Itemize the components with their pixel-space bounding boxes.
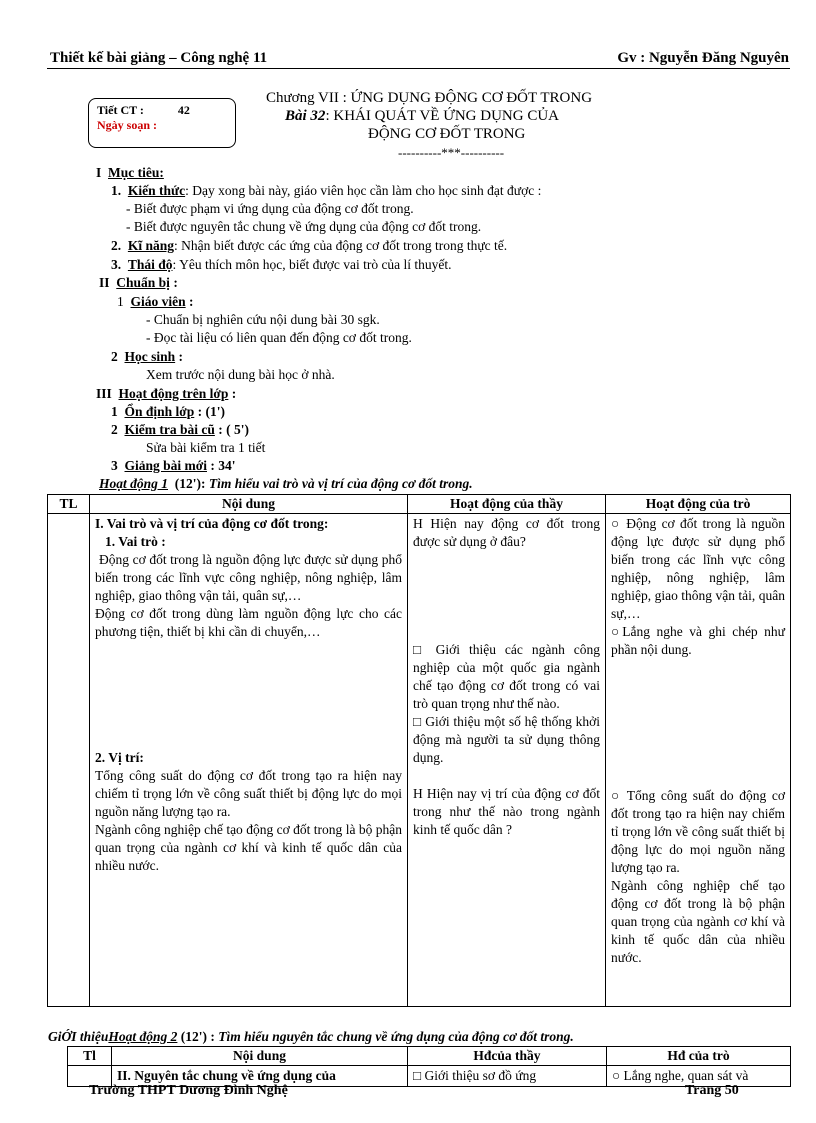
chapter-title: Chương VII : ỨNG DỤNG ĐỘNG CƠ ĐỐT TRONG xyxy=(266,90,593,106)
student-answer-4: Ngành công nghiệp chế tạo động cơ đốt trong là bộ phận quan trọng của ngành cơ khí và kinh tế quốc dân của nhiều nước. xyxy=(611,878,785,965)
old-lesson-check-title: Kiểm tra bài cũ xyxy=(124,422,215,437)
activity-2-time: (12') : xyxy=(180,1029,215,1044)
student-cell: ○ Lắng nghe, quan sát và xyxy=(607,1066,791,1087)
class-setup-line xyxy=(111,403,225,421)
class-setup-text: : (1') xyxy=(197,404,226,419)
skills-num: 2. xyxy=(111,238,122,253)
table-row xyxy=(48,514,791,1007)
knowledge-text: : Dạy xong bài này, giáo viên học cần làm cho học sinh đạt được : xyxy=(185,183,542,198)
activity-2-table xyxy=(67,1046,791,1087)
student-prep-colon: : xyxy=(178,349,184,364)
lesson-title xyxy=(285,107,559,125)
table-header-row xyxy=(48,495,791,514)
student-answer-3: ○ Tổng công suất do động cơ đốt trong tạo ra hiện nay chiếm tỉ trọng lớn về công suất thiết bị động lực do mọi nguồn năng lượng tạo ra. xyxy=(611,788,785,875)
tiet-label: Tiết CT : xyxy=(97,103,144,117)
content-spacer xyxy=(95,641,402,749)
section-3-title: Hoạt động trên lớp xyxy=(118,386,229,401)
content-cell xyxy=(90,514,408,1007)
lesson-number: Bài 32 xyxy=(285,108,326,124)
activity-2-desc: Tìm hiểu nguyên tắc chung về ứng dụng của động cơ đốt trong. xyxy=(218,1029,574,1044)
attitude-text: : Yêu thích môn học, biết được vai trò của lí thuyết. xyxy=(172,257,452,272)
teacher-prep-bullet-1: - Chuẩn bị nghiên cứu nội dung bài 30 sgk. xyxy=(146,312,380,327)
col-header-student: Hđ của trò xyxy=(607,1047,791,1066)
teacher-prep-heading xyxy=(117,293,194,311)
footer-school: Trường THPT Dương Đình Nghệ xyxy=(89,1083,288,1098)
old-lesson-check-sub: Sửa bài kiểm tra 1 tiết xyxy=(146,440,266,455)
content-sub-position: 2. Vị trí: xyxy=(95,750,144,765)
knowledge-bullet-1: - Biết được phạm vi ứng dụng của động cơ đốt trong. xyxy=(126,201,414,216)
lesson-title-text: : KHÁI QUÁT VỀ ỨNG DỤNG CỦA xyxy=(325,108,560,124)
activity-1-label: Hoạt động 1 xyxy=(99,476,169,491)
content-role-para-2: Động cơ đốt trong dùng làm nguồn động lực cho các phương tiện, thiết bị khi cần di chuyển,… xyxy=(95,606,402,639)
content-cell: II. Nguyên tắc chung về ứng dụng của xyxy=(112,1066,408,1087)
section-1-heading xyxy=(96,164,164,182)
table-header-row xyxy=(68,1047,791,1066)
student-prep-title: Học sinh xyxy=(124,349,176,364)
col-header-teacher: Hoạt động của thầy xyxy=(408,495,606,514)
activity-1-time: (12'): xyxy=(174,476,206,491)
col-header-teacher: Hđcủa thầy xyxy=(408,1047,607,1066)
content-position-para-2: Ngành công nghiệp chế tạo động cơ đốt trong là bộ phận quan trọng của ngành cơ khí và kinh tế quốc dân của nhiều nước. xyxy=(95,822,402,873)
section-2-title: Chuẩn bị xyxy=(116,275,170,290)
section-2-num: II xyxy=(99,275,110,290)
student-prep-heading xyxy=(111,348,183,366)
student-answer-1: ○ Động cơ đốt trong là nguồn động lực được sử dụng phổ biến trong các lĩnh vực công nghiệp, nông nghiệp, lâm nghiệp, giao thông vận tải, quân sự,… xyxy=(611,516,785,621)
header-subject: Thiết kế bài giảng – Công nghệ 11 xyxy=(50,50,268,66)
activity-1-desc: Tìm hiểu vai trò và vị trí của động cơ đốt trong. xyxy=(208,476,473,491)
section-2-colon: : xyxy=(173,275,178,290)
content-heading: I. Vai trò và vị trí của động cơ đốt trong: xyxy=(95,516,329,531)
col-header-tl: TL xyxy=(48,495,90,514)
teacher-question-1: H Hiện nay động cơ đốt trong được sử dụng ở đâu? xyxy=(413,516,600,549)
section-3-num: III xyxy=(96,386,112,401)
teacher-cell xyxy=(408,514,606,1007)
teacher-cell: □ Giới thiệu sơ đồ ứng xyxy=(408,1066,607,1087)
skills-text: : Nhận biết được các ứng của động cơ đốt trong trong thực tế. xyxy=(174,238,508,253)
attitude-num: 3. xyxy=(111,257,122,272)
lesson-title-line2: ĐỘNG CƠ ĐỐT TRONG xyxy=(368,126,526,142)
attitude-line xyxy=(111,256,452,274)
new-lesson-line xyxy=(111,457,236,475)
content-position-para-1: Tổng công suất do động cơ đốt trong tạo ra hiện nay chiếm tỉ trọng lớn về công suất thiết bị động lực do mọi nguồn năng lượng tạo ra. xyxy=(95,768,402,819)
activity-2-heading xyxy=(48,1028,574,1046)
header-divider xyxy=(47,68,790,69)
section-1-num: I xyxy=(96,165,102,180)
activity-2-prefix: GiỚI thiệu xyxy=(48,1029,109,1044)
new-lesson-title: Giảng bài mới xyxy=(124,458,207,473)
tl-cell xyxy=(48,514,90,1007)
col-header-tl: Tl xyxy=(68,1047,112,1066)
class-setup-num: 1 xyxy=(111,404,118,419)
activity-2-label: Hoạt động 2 xyxy=(108,1029,178,1044)
title-separator: ----------***---------- xyxy=(398,145,505,160)
activity-1-heading xyxy=(99,475,473,493)
new-lesson-text: : 34' xyxy=(210,458,236,473)
knowledge-num: 1. xyxy=(111,183,122,198)
teacher-prep-num: 1 xyxy=(117,294,124,309)
teacher-question-2: H Hiện nay vị trí của động cơ đốt trong như thế nào trong ngành kinh tế quốc dân ? xyxy=(413,786,600,837)
ngay-soan-label: Ngày soạn : xyxy=(97,118,158,132)
teacher-spacer-1 xyxy=(413,551,600,641)
skills-line xyxy=(111,237,507,255)
lesson-info-box xyxy=(88,98,236,148)
old-lesson-check-text: : ( 5') xyxy=(218,422,249,437)
knowledge-title: Kiến thức xyxy=(127,183,186,198)
teacher-prep-colon: : xyxy=(189,294,194,309)
section-3-colon: : xyxy=(231,386,237,401)
teacher-intro-industry: □ Giới thiệu các ngành công nghiệp của một quốc gia ngành chế tạo động cơ đốt trong có vai trò quan trọng như thế nào. xyxy=(413,642,600,711)
footer-page-number: Trang 50 xyxy=(685,1083,739,1098)
content-role-para-1: Động cơ đốt trong là nguồn động lực được sử dụng phổ biến trong các lĩnh vực công nghiệp, nông nghiệp, lâm nghiệp, giao thông vận tải, quân sự,… xyxy=(95,552,402,603)
teacher-prep-title: Giáo viên xyxy=(130,294,186,309)
col-header-content: Nội dung xyxy=(112,1047,408,1066)
col-header-content: Nội dung xyxy=(90,495,408,514)
content-sub-role: 1. Vai trò : xyxy=(105,534,166,549)
header-teacher: Gv : Nguyễn Đăng Nguyên xyxy=(617,50,789,66)
skills-title: Kĩ năng xyxy=(127,238,175,253)
new-lesson-num: 3 xyxy=(111,458,118,473)
col-header-student: Hoạt động của trò xyxy=(606,495,791,514)
tiet-value: 42 xyxy=(177,103,190,117)
student-cell xyxy=(606,514,791,1007)
activity-1-table xyxy=(47,494,791,1007)
student-prep-num: 2 xyxy=(111,349,118,364)
section-1-title: Mục tiêu: xyxy=(108,165,164,180)
teacher-intro-startup: □ Giới thiệu một số hệ thống khởi động mà người ta sử dụng thông dụng. xyxy=(413,714,600,765)
section-2-heading xyxy=(99,274,178,292)
attitude-title: Thái độ xyxy=(127,257,173,272)
old-lesson-check-line xyxy=(111,421,249,439)
class-setup-title: Ổn định lớp xyxy=(124,404,195,419)
knowledge-bullet-2: - Biết được nguyên tắc chung về ứng dụng của động cơ đốt trong. xyxy=(126,219,482,234)
student-answer-2: ○Lắng nghe và ghi chép như phần nội dung. xyxy=(611,624,785,657)
student-prep-text: Xem trước nội dung bài học ở nhà. xyxy=(146,367,335,382)
student-spacer xyxy=(611,659,785,787)
old-lesson-check-num: 2 xyxy=(111,422,118,437)
teacher-spacer-2 xyxy=(413,767,600,785)
knowledge-line xyxy=(111,182,541,200)
section-3-heading xyxy=(96,385,236,403)
teacher-prep-bullet-2: - Đọc tài liệu có liên quan đến động cơ đốt trong. xyxy=(146,330,412,345)
